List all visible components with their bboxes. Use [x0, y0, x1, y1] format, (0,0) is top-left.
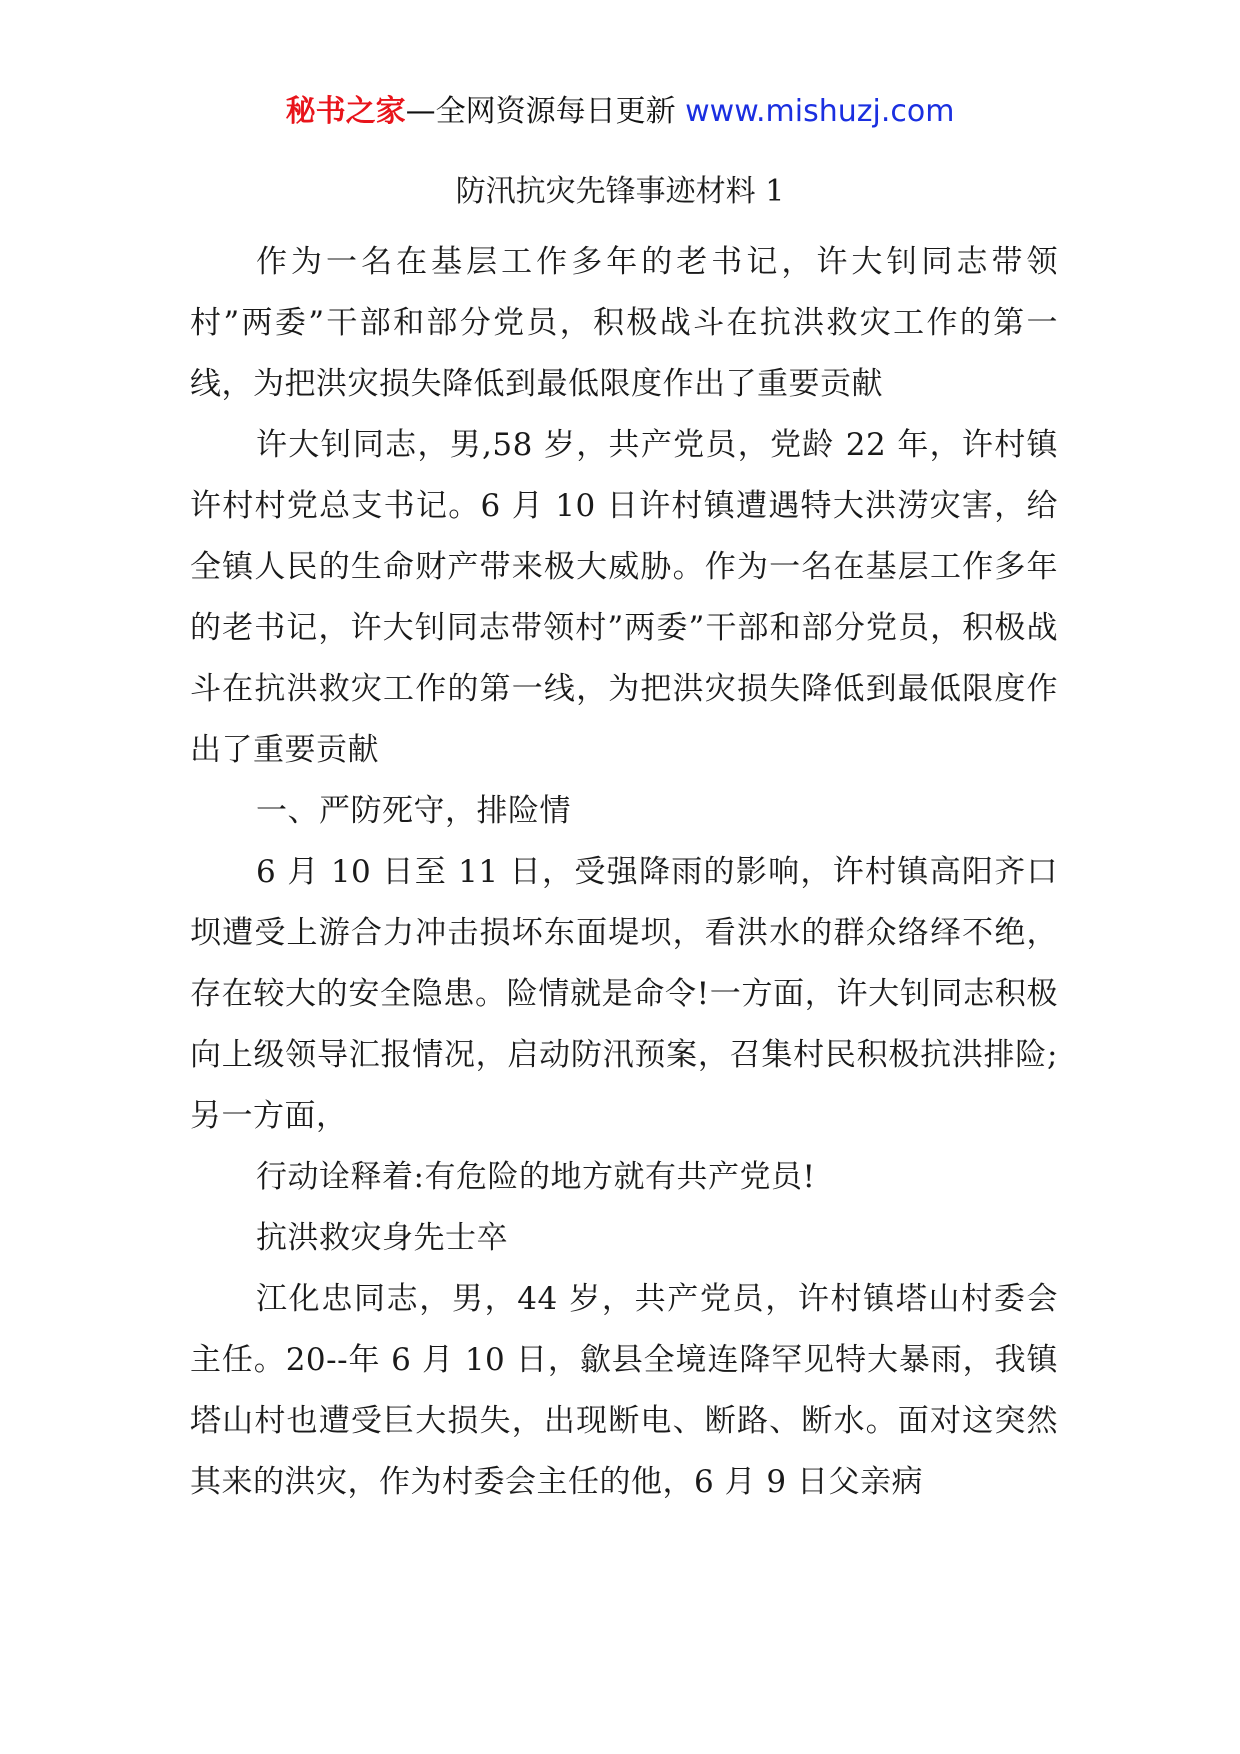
site-slogan: —全网资源每日更新: [405, 94, 676, 129]
paragraph-statement: 行动诠释着:有危险的地方就有共产党员!: [256, 1159, 816, 1195]
site-url-link[interactable]: www.mishuzj.com: [685, 94, 955, 129]
site-brand: 秘书之家: [285, 94, 406, 129]
site-header: [0, 92, 1240, 132]
paragraph-profile: 许大钊同志，男,58 岁，共产党员，党龄 22 年，许村镇许村村党总支书记。6 月 10 日许村镇遭遇特大洪涝灾害，给全镇人民的生命财产带来极大威胁。作为一名在基层工作多年的老书记，许大钊同志带领村”两委”干部和部分党员，积极战斗在抗洪救灾工作的第一线，为把洪灾损失降低到最低限度作出了重要贡献: [190, 427, 1058, 768]
document-title: 防汛抗灾先锋事迹材料 1: [455, 174, 785, 209]
document-body: [190, 232, 1058, 1513]
paragraph-intro: 作为一名在基层工作多年的老书记，许大钊同志带领村”两委”干部和部分党员，积极战斗在抗洪救灾工作的第一线，为把洪灾损失降低到最低限度作出了重要贡献: [190, 244, 1058, 402]
section-heading: 一、严防死守，排险情: [256, 793, 571, 829]
paragraph-second-profile: 江化忠同志，男，44 岁，共产党员，许村镇塔山村委会主任。20--年 6 月 10 日，歙县全境连降罕见特大暴雨，我镇塔山村也遭受巨大损失，出现断电、断路、断水。面对这突然其来的洪灾，作为村委会主任的他，6 月 9 日父亲病: [190, 1281, 1058, 1500]
paragraph-flood-response: 6 月 10 日至 11 日，受强降雨的影响，许村镇高阳齐口坝遭受上游合力冲击损坏东面堤坝，看洪水的群众络绎不绝，存在较大的安全隐患。险情就是命令!一方面，许大钊同志积极向上级领导汇报情况，启动防汛预案，召集村民积极抗洪排险;另一方面，: [190, 854, 1058, 1134]
section-heading: 抗洪救灾身先士卒: [256, 1220, 508, 1256]
